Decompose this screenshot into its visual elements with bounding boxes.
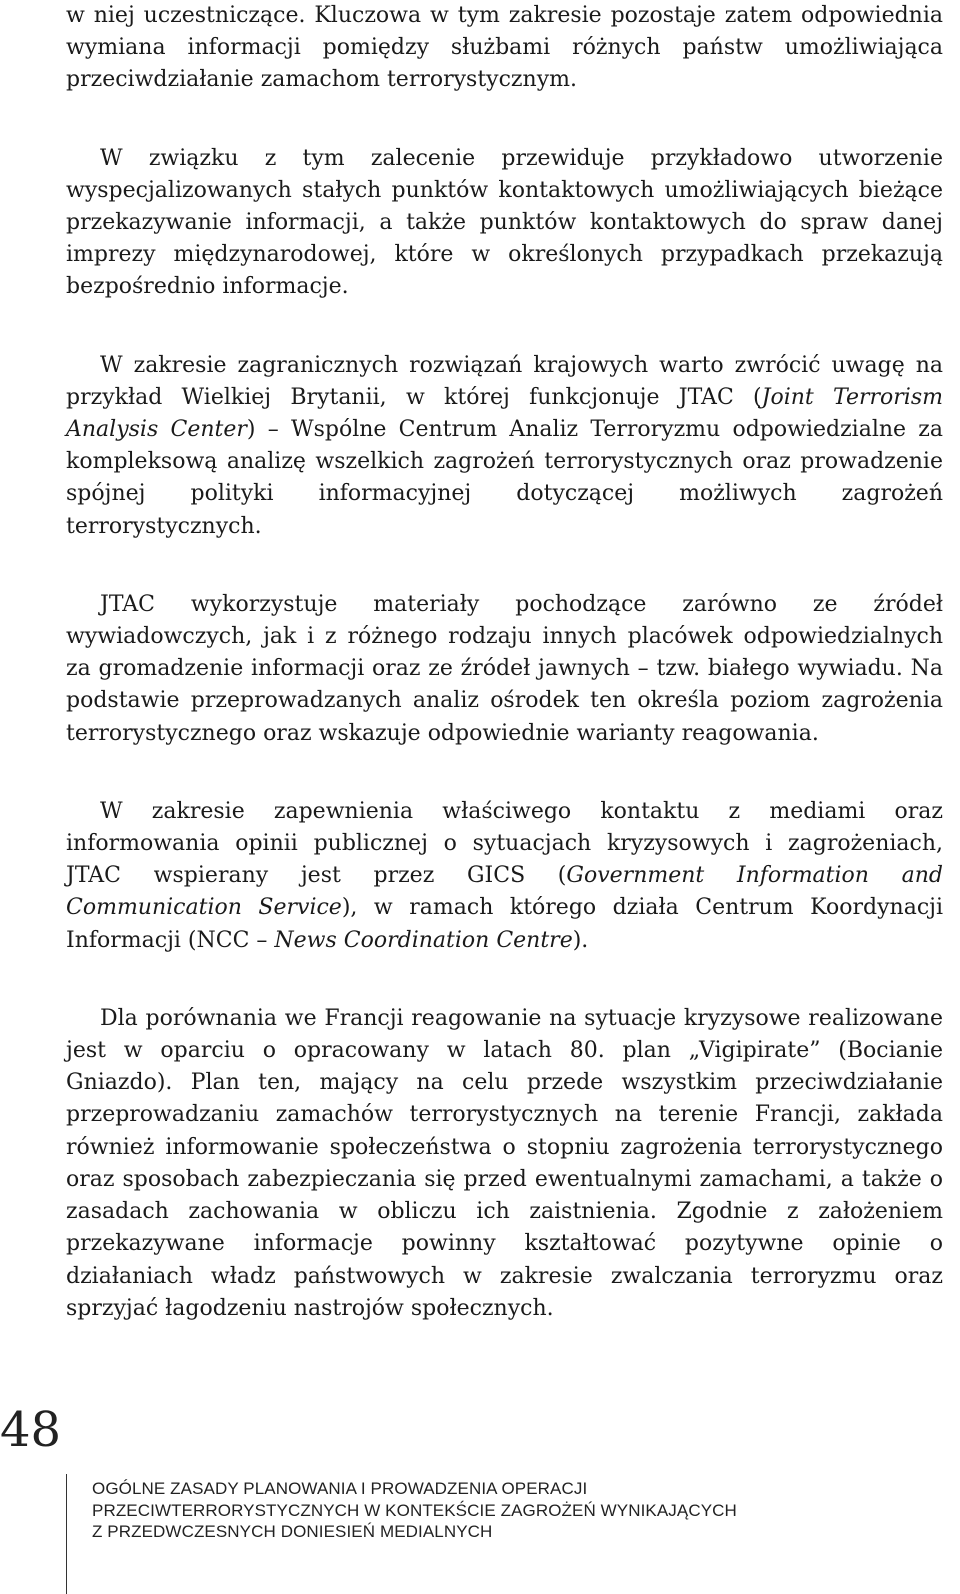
paragraph-continued [66, 0, 943, 97]
paragraph-uk-jtac [66, 350, 943, 543]
footer-line-1: OGÓLNE ZASADY PLANOWANIA I PROWADZENIA OPERACJI [92, 1479, 588, 1498]
text-run: W zakresie zapewnienia właściwego kontaktu z mediami oraz informowania opinii publicznej o sytuacjach kryzysowych i zagrożeniach, JTAC wspierany jest przez GICS ( [66, 798, 943, 889]
footer-line-3: Z PRZEDWCZESNYCH DONIESIEŃ MEDIALNYCH [92, 1522, 493, 1541]
footer-divider [66, 1474, 67, 1594]
page-number: 48 [0, 1402, 62, 1458]
text-run: Dla porównania we Francji reagowanie na sytuacje kryzysowe realizowane jest w oparciu o opracowany w latach 80. plan „Vigipirate” (Bocianie Gniazdo). Plan ten, mający na celu przede wszystkim przeciwdziałanie przeprowadzaniu zamachów terrorystycznych na terenie Francji, zakłada również informowanie społeczeństwa o stopniu zagrożenia terrorystycznego oraz sposobach zabezpieczania się przed ewentualnymi zamachami, a także o zasadach zachowania w obliczu ich zaistnienia. Zgodnie z założeniem przekazywane informacje powinny kształtować pozytywne opinie o działaniach władz państwowych w zakresie zwalczania terroryzmu oraz sprzyjać łagodzeniu nastrojów społecznych. [66, 1005, 943, 1321]
paragraph-gics [66, 796, 943, 957]
italic-term: Government Information and Communication Service [66, 863, 943, 921]
text-run: ) – Wspólne Centrum Analiz Terroryzmu odpowiedzialne za kompleksową analizę wszelkich zagrożeń terrorystycznych oraz prowadzenie spójnej polityki informacyjnej dotyczącej możliwych zagrożeń terrorystycznych. [66, 417, 943, 539]
paragraph-contact-points [66, 143, 943, 304]
footer-line-2: PRZECIWTERRORYSTYCZNYCH W KONTEKŚCIE ZAGROŻEŃ WYNIKAJĄCYCH [92, 1500, 737, 1520]
text-run: ), w ramach którego działa Centrum Koordynacji Informacji (NCC – [66, 895, 943, 953]
text-run: w niej uczestniczące. Kluczowa w tym zakresie pozostaje zatem odpowiednia wymiana informacji pomiędzy służbami różnych państw umożliwiająca przeciwdziałanie zamachom terrorystycznym. [66, 3, 943, 93]
text-run: W zakresie zagranicznych rozwiązań krajowych warto zwrócić uwagę na przykład Wielkiej Brytanii, w której funkcjonuje JTAC ( [66, 352, 943, 410]
paragraph-france-vigipirate [66, 1003, 943, 1325]
italic-term: News Coordination Centre [274, 927, 573, 953]
text-run: ). [572, 927, 589, 953]
text-run: W związku z tym zalecenie przewiduje przykładowo utworzenie wyspecjalizowanych stałych punktów kontaktowych umożliwiających bieżące przekazywanie informacji, a także punktów kontaktowych do spraw danej imprezy międzynarodowej, które w określonych przypadkach przekazują bezpośrednio informacje. [66, 145, 943, 300]
paragraph-jtac-sources [66, 589, 943, 750]
running-footer [92, 1478, 932, 1543]
italic-term: Joint Terrorism Analysis Center [66, 384, 943, 443]
text-run: JTAC wykorzystuje materiały pochodzące zarówno ze źródeł wywiadowczych, jak i z różnego rodzaju innych placówek odpowiedzialnych za gromadzenie informacji oraz ze źródeł jawnych – tzw. białego wywiadu. Na podstawie przeprowadzanych analiz ośrodek ten określa poziom zagrożenia terrorystycznego oraz wskazuje odpowiednie warianty reagowania. [66, 591, 943, 746]
page-body [66, 0, 943, 1325]
